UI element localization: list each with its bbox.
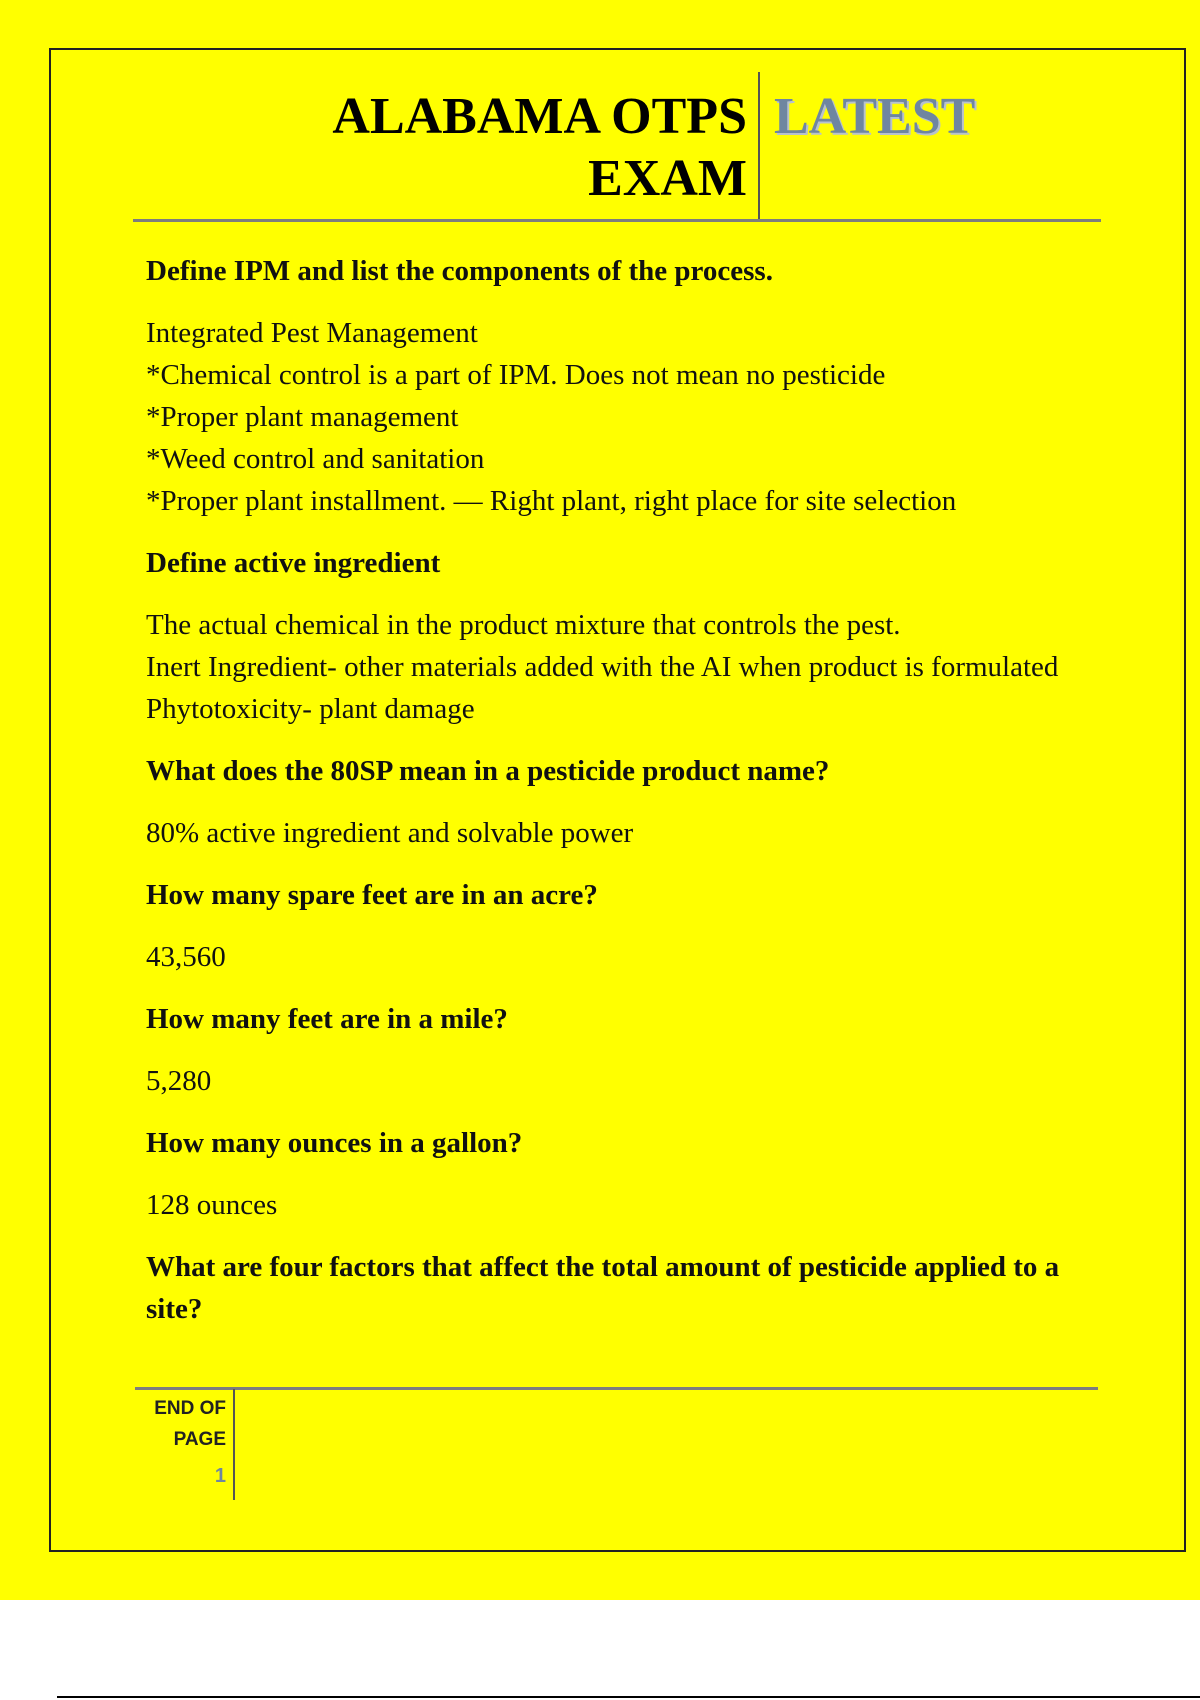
end-of-page-line-2: PAGE — [173, 1429, 226, 1450]
question: What are four factors that affect the total amount of pesticide applied to a site? — [146, 1251, 1060, 1325]
answer — [146, 1184, 1086, 1226]
title-line-2: EXAM — [588, 150, 747, 207]
answer — [146, 312, 1086, 522]
header-rule — [133, 219, 1101, 222]
page-number: 1 — [214, 1465, 226, 1487]
answer-line: Integrated Pest Management — [146, 317, 478, 349]
answer — [146, 812, 1086, 854]
answer-line: The actual chemical in the product mixture that controls the pest. — [146, 609, 901, 641]
answer-line: Phytotoxicity- plant damage — [146, 693, 475, 725]
qa-content — [146, 250, 1086, 1330]
title-accent: LATEST — [774, 88, 976, 145]
page-title — [133, 86, 747, 210]
question: Define IPM and list the components of the process. — [146, 255, 773, 287]
answer-line: *Proper plant management — [146, 401, 459, 433]
end-of-page-label — [140, 1393, 226, 1455]
document-header — [133, 72, 1100, 220]
answer-line: 43,560 — [146, 941, 226, 973]
answer-line: Inert Ingredient- other materials added with the AI when product is formulated — [146, 651, 1059, 683]
question: How many spare feet are in an acre? — [146, 879, 598, 911]
title-line-1: ALABAMA OTPS — [332, 88, 747, 145]
bottom-rule — [57, 1696, 1200, 1698]
title-divider — [758, 72, 760, 220]
answer-line: 80% active ingredient and solvable power — [146, 817, 634, 849]
footer-divider — [233, 1389, 235, 1500]
question: What does the 80SP mean in a pesticide product name? — [146, 755, 830, 787]
footer-rule — [135, 1387, 1098, 1390]
answer-line: *Weed control and sanitation — [146, 443, 485, 475]
answer-line: *Chemical control is a part of IPM. Does not mean no pesticide — [146, 359, 886, 391]
answer-line: *Proper plant installment. — Right plant, right place for site selection — [146, 485, 957, 517]
answer — [146, 1060, 1086, 1102]
question: How many feet are in a mile? — [146, 1003, 508, 1035]
end-of-page-line-1: END OF — [154, 1398, 226, 1419]
answer — [146, 936, 1086, 978]
answer — [146, 604, 1086, 730]
answer-line: 128 ounces — [146, 1189, 278, 1221]
answer-line: 5,280 — [146, 1065, 212, 1097]
question: How many ounces in a gallon? — [146, 1127, 523, 1159]
question: Define active ingredient — [146, 547, 441, 579]
